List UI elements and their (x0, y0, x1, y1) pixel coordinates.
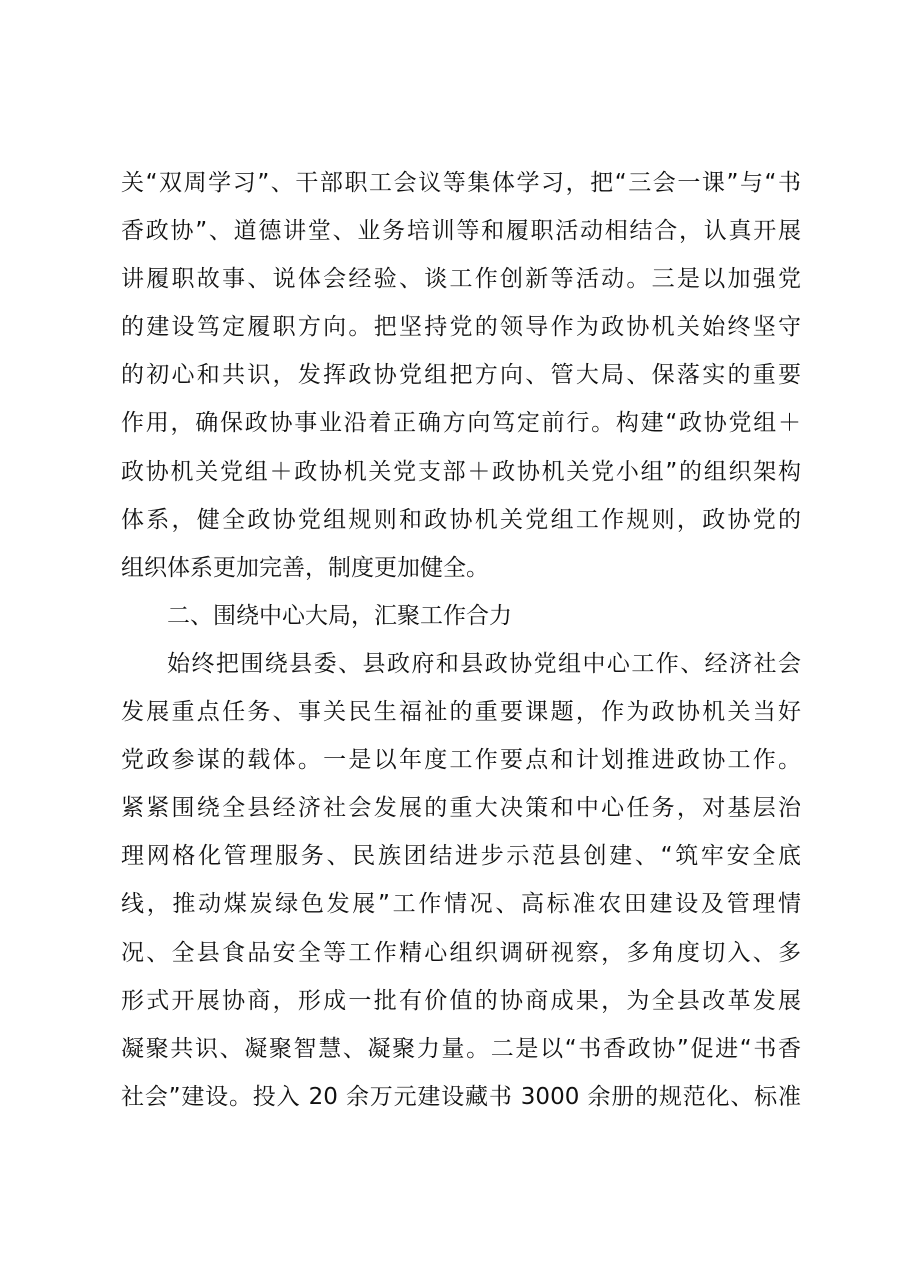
text-line: 始终把围绕县委、县政府和县政协党组中心工作、经济社会 (167, 650, 801, 677)
text-line: 组织体系更加完善，制度更加健全。 (121, 554, 489, 581)
text-line: 香政协”、道德讲堂、业务培训等和履职活动相结合，认真开展 (121, 218, 801, 245)
text-line: 凝聚共识、凝聚智慧、凝聚力量。二是以“书香政协”促进“书香 (121, 1035, 801, 1062)
section-heading: 二、围绕中心大局，汇聚工作合力 (167, 602, 512, 629)
text-line: 的建设笃定履职方向。把坚持党的领导作为政协机关始终坚守 (121, 314, 801, 341)
text-line: 社会”建设。投入 20 余万元建设藏书 3000 余册的规范化、标准 (121, 1083, 801, 1110)
text-line: 的初心和共识，发挥政协党组把方向、管大局、保落实的重要 (121, 362, 801, 389)
text-line: 体系，健全政协党组规则和政协机关党组工作规则，政协党的 (121, 506, 801, 533)
text-line: 形式开展协商，形成一批有价值的协商成果，为全县改革发展 (121, 987, 801, 1014)
text-line: 党政参谋的载体。一是以年度工作要点和计划推进政协工作。 (121, 747, 801, 774)
text-line: 紧紧围绕全县经济社会发展的重大决策和中心任务，对基层治 (121, 795, 801, 822)
body-text (121, 159, 801, 1121)
text-line: 关“双周学习”、干部职工会议等集体学习，把“三会一课”与“书 (121, 170, 801, 196)
text-line: 线，推动煤炭绿色发展”工作情况、高标准农田建设及管理情 (121, 891, 801, 918)
text-line: 作用，确保政协事业沿着正确方向笃定前行。构建“政协党组＋ (121, 410, 801, 437)
text-line: 况、全县食品安全等工作精心组织调研视察，多角度切入、多 (121, 939, 801, 966)
text-line: 讲履职故事、说体会经验、谈工作创新等活动。三是以加强党 (121, 266, 801, 293)
text-line: 理网格化管理服务、民族团结进步示范县创建、“筑牢安全底 (121, 843, 801, 870)
text-line: 发展重点任务、事关民生福祉的重要课题，作为政协机关当好 (121, 699, 801, 726)
text-line: 政协机关党组＋政协机关党支部＋政协机关党小组”的组织架构 (121, 458, 801, 485)
